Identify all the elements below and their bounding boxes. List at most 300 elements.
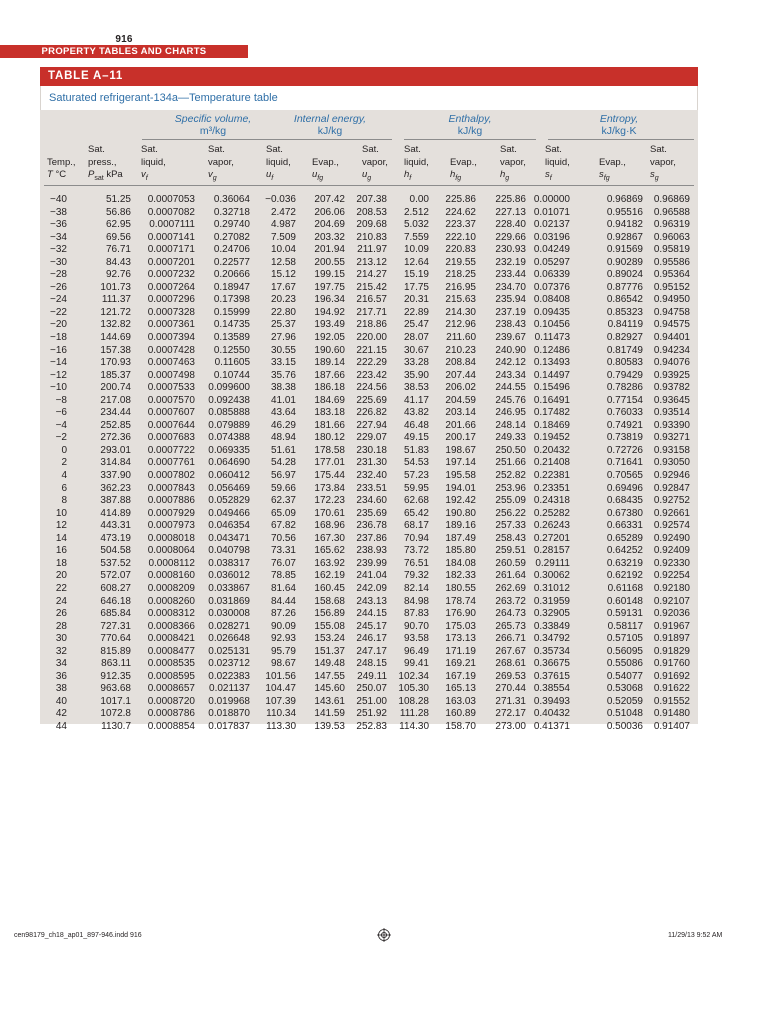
table-cell: 189.14 [314, 357, 345, 369]
table-cell: 0.91829 [653, 645, 690, 657]
table-cell: 0.18469 [533, 419, 570, 431]
table-cell: 114.30 [399, 720, 429, 732]
table-cell: 20.23 [270, 294, 296, 306]
table-cell: 249.33 [495, 432, 526, 444]
table-cell: 0.95152 [653, 281, 690, 293]
table-cell: 256.22 [495, 507, 526, 519]
table-row [40, 721, 698, 734]
table-cell: 8 [61, 495, 67, 507]
table-title: Saturated refrigerant-134a—Temperature table [40, 86, 698, 110]
table-cell: 12.58 [270, 256, 296, 268]
table-cell: 228.40 [495, 219, 526, 231]
table-cell: 15.12 [270, 269, 296, 281]
table-cell: 95.79 [270, 645, 296, 657]
table-cell: 0.13589 [213, 332, 250, 344]
table-cell: 0.064690 [208, 457, 250, 469]
table-cell: 84.98 [403, 595, 429, 607]
table-cell: 186.18 [314, 382, 345, 394]
table-cell: 245.17 [356, 620, 387, 632]
table-cell: 257.33 [495, 520, 526, 532]
table-cell: 0.0007361 [147, 319, 195, 331]
table-cell: 24 [55, 595, 67, 607]
table-cell: 268.61 [495, 658, 526, 670]
table-cell: 158.70 [445, 720, 476, 732]
table-cell: 0.80583 [606, 357, 643, 369]
table-cell: 239.67 [495, 332, 526, 344]
table-cell: 185.37 [100, 369, 131, 381]
table-cell: 0.0008312 [147, 608, 195, 620]
group-rule [142, 139, 272, 140]
table-cell: 0.0007141 [147, 231, 195, 243]
table-cell: 185.80 [445, 545, 476, 557]
table-row [40, 432, 698, 445]
table-cell: 0.0007328 [147, 306, 195, 318]
table-cell: 206.06 [314, 206, 345, 218]
table-cell: 0.019968 [208, 695, 250, 707]
table-cell: 0.93925 [653, 369, 690, 381]
col-header-vf: Sat. liquid, $v_f$ [141, 144, 166, 182]
table-cell: 0.0007533 [147, 382, 195, 394]
table-cell: 0.52059 [606, 695, 643, 707]
table-cell: 170.61 [314, 507, 345, 519]
table-cell: 0.31012 [533, 582, 570, 594]
table-cell: 0.94758 [653, 306, 690, 318]
table-cell: 0.61168 [607, 582, 643, 594]
table-cell: 236.78 [356, 520, 387, 532]
table-cell: 76.51 [403, 557, 429, 569]
table-cell: 0.14497 [533, 369, 570, 381]
table-cell: 222.10 [445, 231, 476, 243]
table-cell: 163.92 [314, 557, 345, 569]
table-cell: 0.017837 [208, 720, 250, 732]
table-cell: 187.66 [314, 369, 345, 381]
table-cell: 0.0007607 [147, 407, 195, 419]
table-cell: 227.94 [356, 419, 387, 431]
table-cell: 0.0008535 [147, 658, 195, 670]
table-cell: 56.97 [270, 470, 296, 482]
table-cell: 51.83 [403, 444, 429, 456]
table-cell: 225.86 [495, 194, 526, 205]
group-entropy-units: kJ/kg·K [601, 125, 637, 137]
table-cell: 7.509 [270, 231, 296, 243]
table-cell: 212.96 [445, 319, 476, 331]
table-cell: 169.21 [445, 658, 476, 670]
table-cell: 197.14 [445, 457, 476, 469]
table-cell: 184.08 [445, 557, 476, 569]
table-cell: 0.023712 [208, 658, 250, 670]
table-cell: 0.20432 [533, 444, 570, 456]
table-cell: 0.022383 [208, 670, 250, 682]
table-row [40, 457, 698, 470]
table-cell: 231.30 [356, 457, 387, 469]
table-cell: 172.23 [314, 495, 345, 507]
table-cell: 14 [55, 532, 67, 544]
table-cell: 262.69 [495, 582, 526, 594]
table-cell: 218.86 [356, 319, 387, 331]
table-cell: 0.17482 [533, 407, 570, 419]
table-cell: 65.42 [403, 507, 429, 519]
table-cell: 0.59131 [606, 608, 643, 620]
table-cell: 0.099600 [208, 382, 250, 394]
col-header-ug: Sat. vapor, $u_g$ [362, 144, 388, 182]
table-cell: 0.33849 [533, 620, 570, 632]
table-cell: 0.78286 [606, 382, 643, 394]
table-cell: 30.67 [403, 344, 429, 356]
table-cell: 158.68 [314, 595, 345, 607]
table-cell: 0.0007802 [147, 470, 195, 482]
table-cell: 0.0008595 [147, 670, 195, 682]
table-cell: 0.0008421 [147, 633, 195, 645]
table-cell: −28 [50, 269, 67, 281]
table-cell: 251.92 [356, 708, 387, 720]
table-cell: 0.0007570 [147, 394, 195, 406]
table-cell: −0.036 [265, 194, 296, 205]
table-cell: 0.71641 [606, 457, 643, 469]
table-cell: 1017.1 [100, 695, 131, 707]
table-cell: 25.47 [403, 319, 429, 331]
table-cell: 0.41371 [533, 720, 570, 732]
table-cell: 237.19 [495, 306, 526, 318]
table-cell: 0.77154 [606, 394, 643, 406]
table-cell: 209.68 [356, 219, 387, 231]
table-cell: 177.01 [314, 457, 345, 469]
table-row [40, 570, 698, 583]
col-header-uf: Sat. liquid, $u_f$ [266, 144, 291, 182]
table-cell: 0 [61, 444, 67, 456]
table-cell: 200.55 [314, 256, 345, 268]
table-cell: 0.91760 [653, 658, 690, 670]
table-row [40, 608, 698, 621]
group-rule [404, 139, 536, 140]
table-cell: 33.15 [270, 357, 296, 369]
table-cell: 265.73 [495, 620, 526, 632]
table-cell: 12 [55, 520, 67, 532]
table-cell: 267.67 [495, 645, 526, 657]
table-cell: 98.67 [270, 658, 296, 670]
table-cell: 208.84 [445, 357, 476, 369]
table-cell: 0.07376 [533, 281, 570, 293]
table-cell: 0.93645 [653, 394, 690, 406]
page-number: 916 [115, 34, 133, 45]
table-cell: 0.81749 [606, 344, 643, 356]
table-cell: 216.95 [445, 281, 476, 293]
table-cell: 43.82 [403, 407, 429, 419]
table-cell: 0.06339 [533, 269, 570, 281]
table-cell: 213.12 [356, 256, 387, 268]
table-cell: 229.07 [356, 432, 387, 444]
table-row [40, 658, 698, 671]
table-cell: 0.92330 [653, 557, 690, 569]
table-cell: 76.71 [105, 244, 131, 256]
col-header-vg: Sat. vapor, $v_g$ [208, 144, 234, 182]
table-cell: 62.37 [270, 495, 296, 507]
table-row [40, 407, 698, 420]
table-cell: 269.53 [495, 670, 526, 682]
table-cell: 0.65289 [606, 532, 643, 544]
footer-file-info: cen98179_ch18_ap01_897-946.indd 916 [14, 932, 142, 939]
col-header-sfg: Evap., $s_{fg}$ [599, 156, 626, 182]
table-cell: 0.93050 [653, 457, 690, 469]
table-cell: 260.59 [495, 557, 526, 569]
table-cell: 0.36064 [213, 194, 250, 205]
table-cell: 0.94182 [606, 219, 643, 231]
table-cell: 219.55 [445, 256, 476, 268]
table-cell: 0.0007428 [147, 344, 195, 356]
table-cell: 217.08 [100, 394, 131, 406]
table-cell: 20 [55, 570, 67, 582]
table-cell: 0.68435 [606, 495, 643, 507]
table-cell: 0.93158 [653, 444, 690, 456]
table-cell: 0.27201 [533, 532, 570, 544]
table-cell: 28.07 [403, 332, 429, 344]
table-cell: 0.72726 [606, 444, 643, 456]
table-cell: 0.91480 [653, 708, 690, 720]
table-cell: 0.15496 [533, 382, 570, 394]
table-cell: 0.040798 [208, 545, 250, 557]
table-cell: 0.69496 [606, 482, 643, 494]
table-cell: 84.44 [270, 595, 296, 607]
table-cell: 0.92661 [653, 507, 690, 519]
table-cell: 537.52 [100, 557, 131, 569]
table-cell: 0.0007843 [147, 482, 195, 494]
table-cell: 0.0007232 [147, 269, 195, 281]
table-cell: 0.12486 [533, 344, 570, 356]
group-enthalpy-title: Enthalpy, [448, 113, 492, 125]
table-cell: 0.96869 [653, 194, 690, 205]
table-label: TABLE A–11 [40, 67, 698, 86]
table-cell: 0.89024 [606, 269, 643, 281]
table-cell: 204.69 [314, 219, 345, 231]
table-cell: 0.025131 [208, 645, 250, 657]
table-cell: 59.95 [403, 482, 429, 494]
table-cell: 96.49 [403, 645, 429, 657]
table-cell: 215.63 [445, 294, 476, 306]
table-cell: −36 [50, 219, 67, 231]
table-cell: 242.12 [495, 357, 526, 369]
table-cell: 234.70 [495, 281, 526, 293]
table-cell: 2 [61, 457, 67, 469]
table-cell: 141.59 [314, 708, 345, 720]
table-row [40, 483, 698, 496]
group-specific-volume-title: Specific volume, [174, 113, 252, 125]
table-cell: 0.14735 [213, 319, 250, 331]
table-cell: 207.38 [356, 194, 387, 205]
table-cell: 238.43 [495, 319, 526, 331]
table-cell: 245.76 [495, 394, 526, 406]
table-cell: 250.07 [356, 683, 387, 695]
table-cell: 82.14 [403, 582, 429, 594]
table-cell: −22 [50, 306, 67, 318]
table-cell: 0.028271 [208, 620, 250, 632]
table-cell: 73.72 [403, 545, 429, 557]
table-cell: 0.033867 [208, 582, 250, 594]
table-cell: 93.58 [403, 633, 429, 645]
table-cell: 190.60 [314, 344, 345, 356]
table-row [40, 520, 698, 533]
table-row [40, 219, 698, 232]
table-cell: 235.94 [495, 294, 526, 306]
col-header-sg: Sat. vapor, $s_g$ [650, 144, 676, 182]
table-cell: 0.94575 [653, 319, 690, 331]
table-row [40, 558, 698, 571]
table-cell: 198.67 [445, 444, 476, 456]
table-cell: 0.0007644 [147, 419, 195, 431]
table-cell: 38.38 [270, 382, 296, 394]
table-cell: 0.92867 [606, 231, 643, 243]
table-cell: 199.15 [314, 269, 345, 281]
table-cell: 147.55 [314, 670, 345, 682]
table-row [40, 207, 698, 220]
table-cell: 81.64 [270, 582, 296, 594]
table-cell: 226.82 [356, 407, 387, 419]
table-row [40, 345, 698, 358]
table-row [40, 232, 698, 245]
table-cell: 0.021137 [209, 683, 250, 695]
table-cell: 190.80 [445, 507, 476, 519]
table-cell: 224.56 [356, 382, 387, 394]
table-cell: 90.09 [270, 620, 296, 632]
table-cell: 90.70 [403, 620, 429, 632]
table-cell: 216.57 [356, 294, 387, 306]
table-cell: 42 [55, 708, 67, 720]
col-header-hfg: Evap., $h_{fg}$ [450, 156, 477, 182]
table-row [40, 671, 698, 684]
table-cell: 0.56095 [606, 645, 643, 657]
table-row [40, 294, 698, 307]
table-cell: 187.49 [445, 532, 476, 544]
table-cell: 0.93271 [653, 432, 690, 444]
table-cell: 171.19 [445, 645, 476, 657]
table-cell: 0.15999 [213, 306, 250, 318]
table-cell: 0.092438 [208, 394, 250, 406]
col-header-temp: Temp., T °C [47, 156, 76, 180]
table-cell: 22.80 [270, 306, 296, 318]
table-row [40, 708, 698, 721]
table-cell: 240.90 [495, 344, 526, 356]
table-cell: 0.93390 [653, 419, 690, 431]
table-row [40, 269, 698, 282]
table-cell: 0.0008112 [148, 557, 195, 569]
table-cell: 232.19 [495, 256, 526, 268]
table-cell: 68.17 [403, 520, 429, 532]
table-cell: 87.26 [270, 608, 296, 620]
table-cell: −14 [50, 357, 67, 369]
table-cell: 0.94401 [653, 332, 690, 344]
table-cell: 252.82 [495, 470, 526, 482]
table-row [40, 382, 698, 395]
table-cell: 49.15 [403, 432, 429, 444]
table-cell: 0.87776 [606, 281, 643, 293]
table-cell: 0.73819 [606, 432, 643, 444]
table-cell: 101.73 [100, 281, 131, 293]
table-cell: 337.90 [100, 470, 131, 482]
table-cell: 10.04 [270, 244, 296, 256]
table-cell: 0.0008209 [147, 582, 195, 594]
table-cell: 54.28 [270, 457, 296, 469]
table-cell: 0.66331 [606, 520, 643, 532]
table-cell: 0.96063 [653, 231, 690, 243]
table-cell: 0.92490 [653, 532, 690, 544]
table-cell: 38.53 [403, 382, 429, 394]
table-cell: 0.55086 [606, 658, 643, 670]
table-cell: 273.00 [495, 720, 526, 732]
table-cell: 0.026648 [208, 633, 250, 645]
table-cell: 7.559 [403, 231, 429, 243]
table-cell: 0.92752 [653, 495, 690, 507]
table-cell: 194.01 [445, 482, 476, 494]
table-cell: 51.61 [270, 444, 296, 456]
table-cell: 230.93 [495, 244, 526, 256]
table-cell: 1072.8 [100, 708, 131, 720]
table-cell: 203.32 [314, 231, 345, 243]
table-cell: 104.47 [265, 683, 296, 695]
table-cell: 5.032 [403, 219, 429, 231]
table-cell: 238.93 [356, 545, 387, 557]
table-row [40, 470, 698, 483]
table-cell: −6 [55, 407, 67, 419]
table-row [40, 370, 698, 383]
table-cell: 215.42 [356, 281, 387, 293]
table-cell: −26 [50, 281, 67, 293]
table-cell: 62.68 [403, 495, 429, 507]
table-cell: 0.0007394 [147, 332, 195, 344]
table-cell: 17.67 [270, 281, 296, 293]
table-cell: 0.0008720 [147, 695, 195, 707]
table-cell: 167.30 [314, 532, 345, 544]
table-cell: 69.56 [105, 231, 131, 243]
table-cell: 0.92036 [653, 608, 690, 620]
table-cell: 56.86 [105, 206, 131, 218]
table-cell: 149.48 [314, 658, 345, 670]
table-cell: 62.95 [105, 219, 131, 231]
table-cell: −32 [50, 244, 67, 256]
table-row [40, 495, 698, 508]
table-cell: 0.079889 [208, 419, 250, 431]
group-specific-volume-units: m³/kg [199, 125, 227, 137]
table-cell: 22.89 [403, 306, 429, 318]
table-cell: 151.37 [314, 645, 345, 657]
table-cell: 270.44 [495, 683, 526, 695]
table-cell: 255.09 [495, 495, 526, 507]
table-cell: 217.71 [356, 306, 387, 318]
table-cell: 207.44 [445, 369, 476, 381]
table-cell: 200.17 [445, 432, 476, 444]
table-cell: 178.58 [314, 444, 345, 456]
table-cell: 84.43 [105, 256, 131, 268]
table-cell: 59.66 [270, 482, 296, 494]
table-row [40, 596, 698, 609]
table-row [40, 395, 698, 408]
table-cell: 0.056469 [208, 482, 250, 494]
table-cell: 233.44 [495, 269, 526, 281]
table-cell: 234.60 [356, 495, 387, 507]
table-cell: 0.12550 [213, 344, 250, 356]
table-cell: 243.13 [356, 595, 387, 607]
table-cell: 165.13 [445, 683, 476, 695]
table-cell: 0.64252 [606, 545, 643, 557]
table-cell: 206.02 [445, 382, 476, 394]
table-cell: −8 [55, 394, 67, 406]
table-cell: 139.53 [314, 720, 345, 732]
table-row [40, 445, 698, 458]
table-cell: 22 [55, 582, 67, 594]
table-cell: 0.031869 [208, 595, 250, 607]
table-cell: 0.63219 [606, 557, 643, 569]
group-internal-energy-units: kJ/kg [317, 125, 343, 137]
table-cell: 102.34 [398, 670, 429, 682]
table-cell: 16 [55, 545, 67, 557]
table-cell: 0.18947 [213, 281, 250, 293]
